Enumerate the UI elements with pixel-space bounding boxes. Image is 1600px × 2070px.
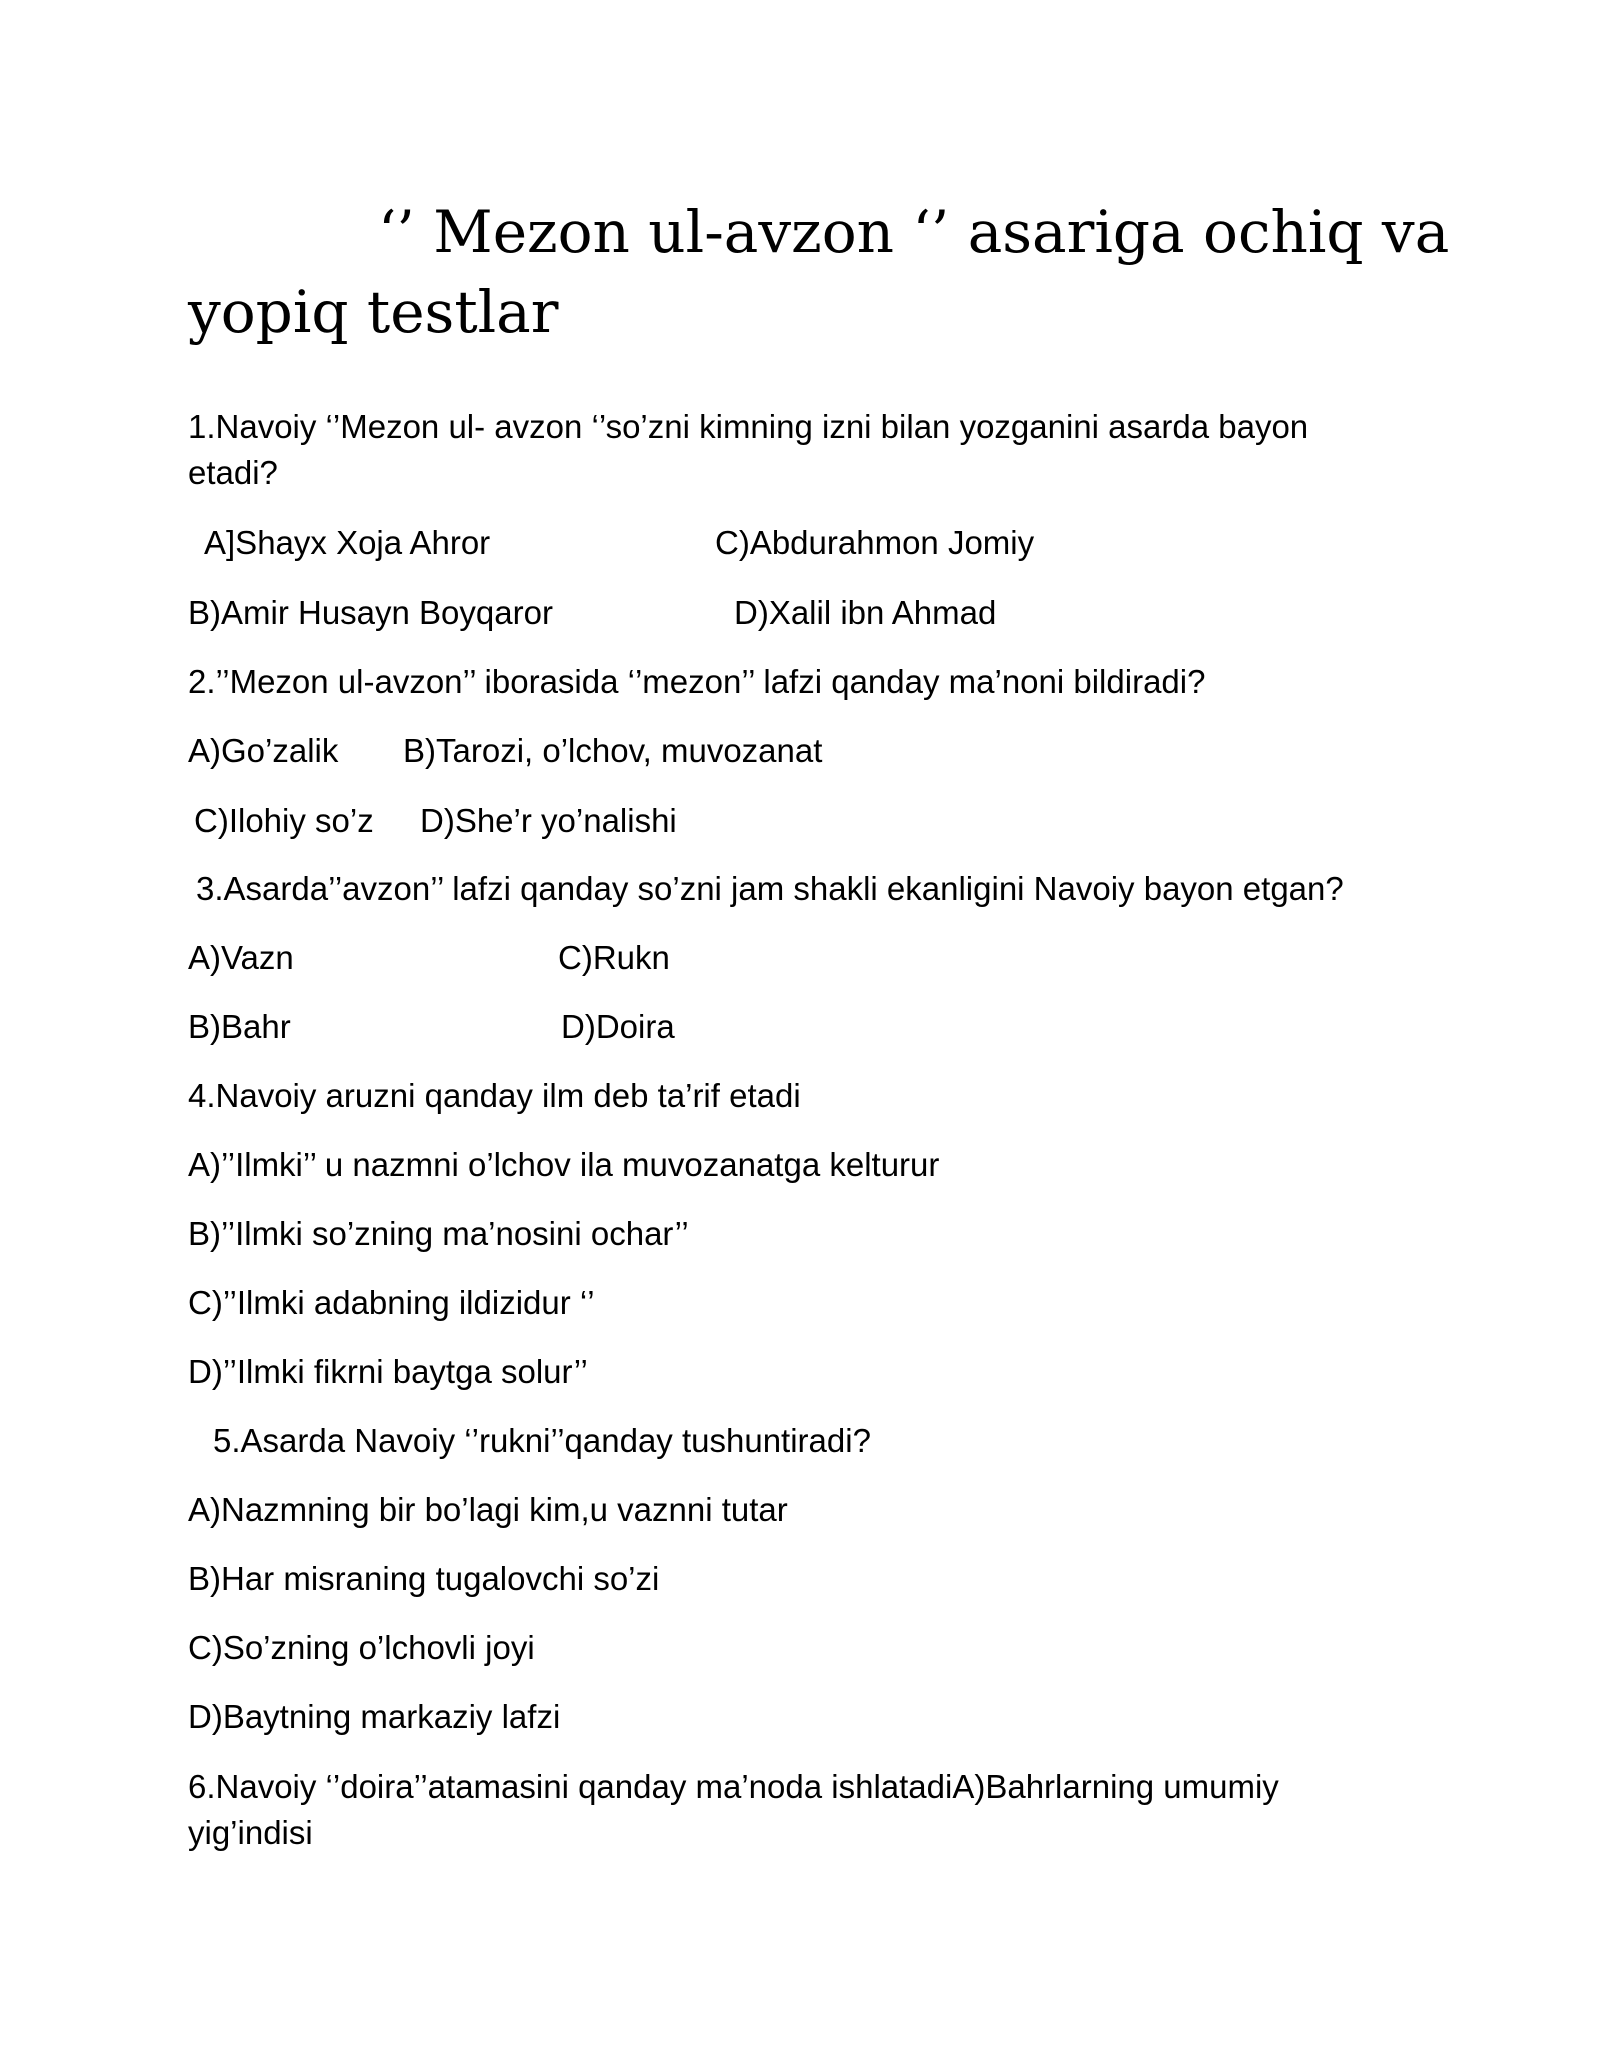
question-3-option-c: C)Rukn	[558, 939, 670, 976]
question-3-option-d: D)Doira	[561, 1008, 675, 1045]
question-6-line-1: 6.Navoiy ‘’doira’’atamasini qanday ma’noda ishlatadiA)Bahrlarning umumiy	[188, 1768, 1279, 1805]
question-4-option-a: A)’’Ilmki’’ u nazmni o’lchov ila muvozanatga kelturur	[188, 1146, 940, 1183]
document-title-line-2: yopiq testlar	[188, 278, 559, 346]
question-1-line-2: etadi?	[188, 454, 278, 491]
question-5-option-c: C)So’zning o’lchovli joyi	[188, 1629, 535, 1666]
question-4-option-b: B)’’Ilmki so’zning ma’nosini ochar’’	[188, 1215, 689, 1252]
question-1-option-a: A]Shayx Xoja Ahror	[204, 524, 491, 561]
question-2-option-b: B)Tarozi, o’lchov, muvozanat	[403, 732, 823, 769]
question-1-option-d: D)Xalil ibn Ahmad	[734, 594, 997, 631]
question-5-option-a: A)Nazmning bir bo’lagi kim,u vaznni tutar	[188, 1491, 788, 1528]
question-5-text: 5.Asarda Navoiy ‘’rukni’’qanday tushuntiradi?	[213, 1422, 871, 1459]
document-title-line-1: ‘’ Mezon ul-avzon ‘’ asariga ochiq va	[378, 198, 1450, 266]
question-1-option-b: B)Amir Husayn Boyqaror	[188, 594, 553, 631]
question-2-option-a: A)Go’zalik	[188, 732, 339, 769]
question-4-option-c: C)’’Ilmki adabning ildizidur ‘’	[188, 1284, 595, 1321]
question-2-option-d: D)She’r yo’nalishi	[420, 802, 677, 839]
question-3-option-a: A)Vazn	[188, 939, 294, 976]
question-5-option-d: D)Baytning markaziy lafzi	[188, 1698, 561, 1735]
question-1-option-c: C)Abdurahmon Jomiy	[715, 524, 1035, 561]
question-3-option-b: B)Bahr	[188, 1008, 291, 1045]
question-4-text: 4.Navoiy aruzni qanday ilm deb ta’rif etadi	[188, 1077, 801, 1114]
question-1-line-1: 1.Navoiy ‘’Mezon ul- avzon ‘’so’zni kimning izni bilan yozganini asarda bayon	[188, 408, 1309, 445]
question-6-line-2: yig’indisi	[188, 1814, 313, 1851]
question-5-option-b: B)Har misraning tugalovchi so’zi	[188, 1560, 660, 1597]
question-4-option-d: D)’’Ilmki fikrni baytga solur’’	[188, 1353, 588, 1390]
question-2-text: 2.’’Mezon ul-avzon’’ iborasida ‘’mezon’’ lafzi qanday ma’noni bildiradi?	[188, 663, 1206, 700]
question-2-option-c: C)Ilohiy so’z	[194, 802, 374, 839]
question-3-text: 3.Asarda’’avzon’’ lafzi qanday so’zni jam shakli ekanligini Navoiy bayon etgan?	[196, 870, 1344, 907]
